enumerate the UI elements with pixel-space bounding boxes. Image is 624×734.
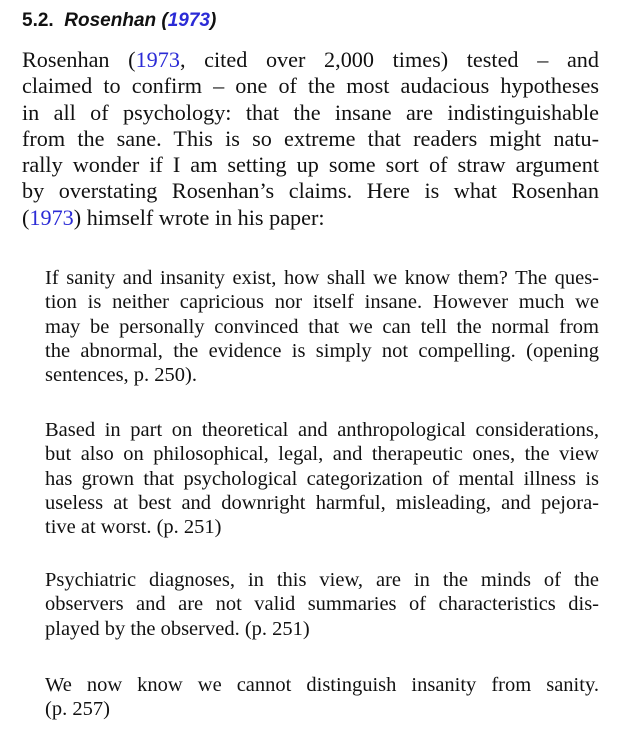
quote-line: the abnormal, the evidence is simply not compelling. (opening [45, 339, 599, 362]
section-heading [22, 7, 216, 35]
quote-line: tive at worst. (p. 251) [45, 516, 222, 539]
block-quote-2 [45, 418, 599, 539]
body-paragraph [22, 47, 599, 231]
section-title-close: ) [210, 10, 217, 31]
quote-line: useless at best and downright harmful, misleading, and pejora- [45, 491, 599, 514]
block-quote-3 [45, 568, 599, 641]
quote-line: tion is neither capricious nor itself insane. However much we [45, 291, 599, 314]
quote-line: If sanity and insanity exist, how shall we know them? The ques- [45, 267, 599, 289]
quote-line: Based in part on theoretical and anthropological considerations, [45, 419, 599, 441]
quote-line: (p. 257) [45, 698, 110, 721]
body-line: by overstating Rosenhan’s claims. Here is what Rosenhan [22, 178, 599, 204]
block-quote-1 [45, 266, 599, 387]
body-citation-link[interactable]: 1973 [135, 47, 180, 72]
body-citation-link[interactable]: 1973 [29, 204, 74, 230]
quote-line: Psychiatric diagnoses, in this view, are in the minds of the [45, 569, 599, 591]
quote-line: but also on philosophical, legal, and therapeutic ones, the view [45, 443, 599, 466]
section-number: 5.2. [22, 10, 54, 31]
body-text: , cited over 2,000 times) tested – and [179, 47, 599, 72]
body-line: in all of psychology: that the insane are indistinguishable [22, 99, 599, 125]
heading-citation-link[interactable]: 1973 [167, 10, 210, 31]
body-line: rally wonder if I am setting up some sort of straw argument [22, 152, 599, 178]
section-title: Rosenhan ( [64, 10, 168, 31]
quote-line: sentences, p. 250). [45, 364, 197, 387]
quote-line: has grown that psychological categorization of mental illness is [45, 467, 599, 490]
body-line [22, 205, 599, 231]
body-text: ) himself wrote in his paper: [73, 204, 325, 230]
body-line: from the sane. This is so extreme that readers might natu- [22, 125, 599, 151]
body-line [22, 47, 599, 73]
quote-line: may be personally convinced that we can tell the normal from [45, 315, 599, 338]
quote-line: observers and are not valid summaries of characteristics dis- [45, 593, 599, 616]
quote-line: We now know we cannot distinguish insanity from sanity. [45, 674, 599, 696]
body-line: claimed to confirm – one of the most audacious hypotheses [22, 73, 599, 99]
quote-line: played by the observed. (p. 251) [45, 617, 310, 640]
body-text: ( [22, 204, 30, 230]
body-text: Rosenhan ( [22, 47, 136, 72]
block-quote-4 [45, 673, 599, 722]
